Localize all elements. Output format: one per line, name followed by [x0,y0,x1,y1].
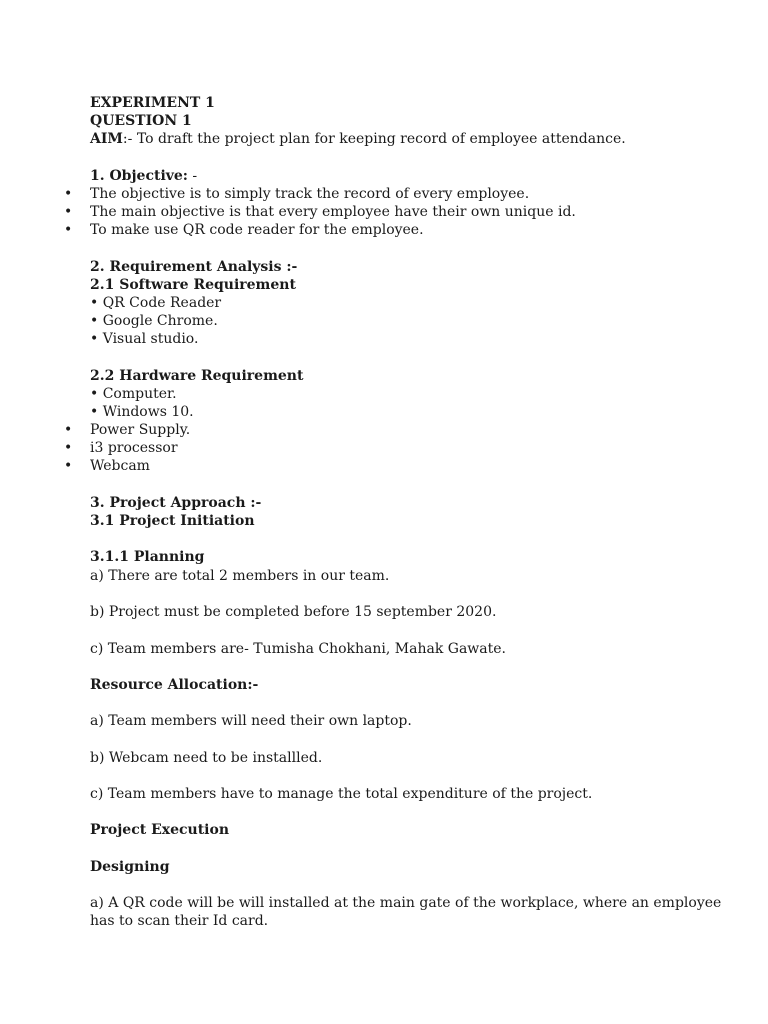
objective-heading-line [90,167,197,185]
software-item: • Visual studio. [90,331,199,347]
hardware-item: • Windows 10. [90,404,194,420]
bullet-dot: • [64,422,73,438]
bullet-dot: • [64,222,73,238]
bullet-dot: • [64,458,73,474]
bullet-dot: • [64,186,73,202]
objective-item: The main objective is that every employee have their own unique id. [90,204,576,220]
initiation-heading: 3.1 Project Initiation [90,513,255,529]
resource-item: b) Webcam need to be installled. [90,750,323,766]
requirement-heading: 2. Requirement Analysis :- [90,259,298,275]
planning-item: c) Team members are- Tumisha Chokhani, Mahak Gawate. [90,641,506,657]
bullet-dot: • [64,204,73,220]
designing-line: has to scan their Id card. [90,913,269,929]
hardware-bullet-item: i3 processor [90,440,178,456]
hardware-item: • Computer. [90,386,177,402]
planning-heading: 3.1.1 Planning [90,549,205,565]
objective-suffix: - [187,168,198,184]
hardware-bullet-item: Webcam [90,458,150,474]
resource-item: c) Team members have to manage the total expenditure of the project. [90,786,593,802]
aim-text: :- To draft the project plan for keeping record of employee attendance. [122,131,626,147]
resource-heading: Resource Allocation:- [90,677,259,693]
designing-line: a) A QR code will be will installed at the main gate of the workplace, where an employee [90,895,722,911]
aim-label: AIM [90,131,123,147]
hardware-bullet-item: Power Supply. [90,422,191,438]
execution-heading: Project Execution [90,822,230,838]
designing-heading: Designing [90,859,170,875]
software-heading: 2.1 Software Requirement [90,277,296,293]
experiment-title: EXPERIMENT 1 [90,95,215,111]
bullet-dot: • [64,440,73,456]
objective-heading: 1. Objective: [90,168,188,184]
planning-item: b) Project must be completed before 15 september 2020. [90,604,497,620]
objective-item: The objective is to simply track the record of every employee. [90,186,530,202]
question-title: QUESTION 1 [90,113,192,129]
software-item: • QR Code Reader [90,295,222,311]
software-item: • Google Chrome. [90,313,218,329]
hardware-heading: 2.2 Hardware Requirement [90,368,304,384]
objective-item: To make use QR code reader for the employee. [90,222,424,238]
planning-item: a) There are total 2 members in our team. [90,568,390,584]
resource-item: a) Team members will need their own laptop. [90,713,412,729]
approach-heading: 3. Project Approach :- [90,495,262,511]
aim-line [90,130,626,148]
